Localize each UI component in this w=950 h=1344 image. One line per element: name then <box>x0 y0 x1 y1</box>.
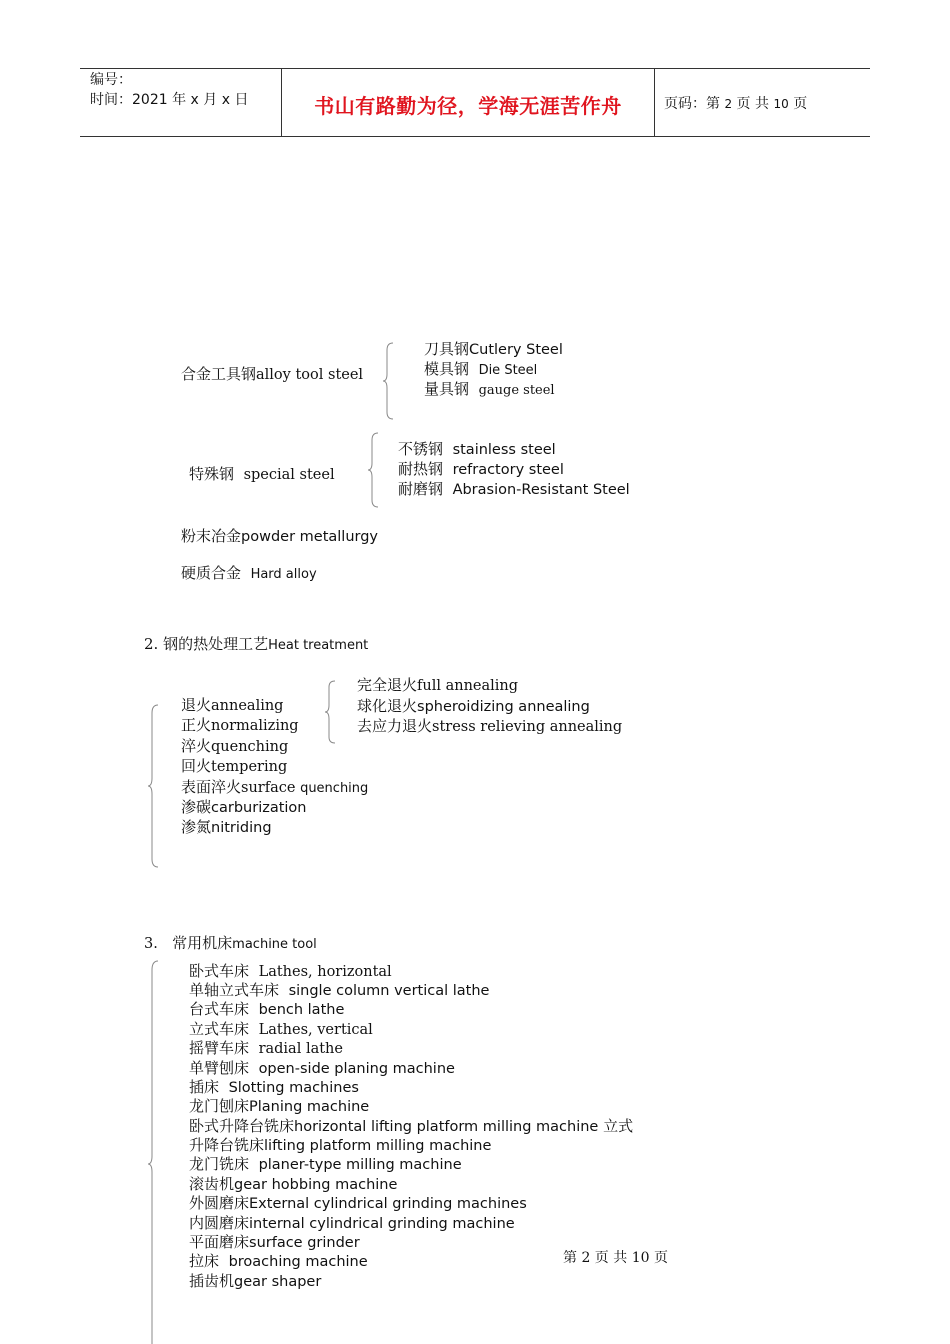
machine-2 <box>189 999 344 1020</box>
alloy-tool-steel-en: alloy tool steel <box>256 367 364 383</box>
machine-0 <box>189 961 392 982</box>
process-0-en: annealing <box>211 698 284 714</box>
special-steel-item-1-cn: 耐热钢 <box>398 460 444 478</box>
annealing-type-2-en: stress relieving annealing <box>432 719 623 735</box>
heat-treatment-brace <box>148 704 162 868</box>
process-2 <box>181 736 288 757</box>
process-4-en-surface: surface <box>241 780 301 796</box>
annealing-type-0-en: full annealing <box>417 678 519 694</box>
machine-3 <box>189 1019 373 1040</box>
hard-alloy <box>181 563 317 585</box>
powder-metallurgy-cn: 粉末冶金 <box>181 527 242 545</box>
special-steel-item-0 <box>398 439 556 460</box>
special-steel-cn: 特殊钢 <box>189 465 235 483</box>
annealing-type-0-cn: 完全退火 <box>357 676 418 694</box>
tool-steel-item-0 <box>424 339 563 360</box>
powder-metallurgy-en: powder metallurgy <box>241 529 379 545</box>
process-0-cn: 退火 <box>181 696 212 714</box>
page-code-total: 10 <box>773 97 789 111</box>
machine-15-cn: 拉床 <box>189 1252 220 1270</box>
machine-5-cn: 单臂刨床 <box>189 1059 250 1077</box>
section3-title-cn: 常用机床 <box>172 934 233 952</box>
machine-11-cn: 滚齿机 <box>189 1175 235 1193</box>
special-steel-brace <box>368 432 382 508</box>
hard-alloy-en: Hard alloy <box>250 567 317 582</box>
machine-13 <box>189 1213 515 1234</box>
section2-title <box>144 634 368 656</box>
machine-7-en: Planing machine <box>249 1099 370 1115</box>
machine-8-cn: 卧式升降台铣床 <box>189 1117 295 1135</box>
machine-14-cn: 平面磨床 <box>189 1233 250 1251</box>
machine-10 <box>189 1154 462 1175</box>
machine-13-cn: 内圆磨床 <box>189 1214 250 1232</box>
machine-12-en: External cylindrical grinding machines <box>249 1196 527 1212</box>
machine-5 <box>189 1058 455 1079</box>
machine-1-cn: 单轴立式车床 <box>189 981 280 999</box>
process-6 <box>181 817 272 838</box>
machine-2-en: bench lathe <box>258 1002 345 1018</box>
section3-title-num: 3. <box>144 936 158 952</box>
process-0 <box>181 695 283 716</box>
machine-5-en: open-side planing machine <box>258 1061 455 1077</box>
machine-3-en: Lathes, vertical <box>258 1022 373 1038</box>
section3-title <box>144 933 317 955</box>
tool-steel-item-2-en: gauge steel <box>478 383 555 398</box>
special-steel-item-0-cn: 不锈钢 <box>398 440 444 458</box>
machine-7-cn: 龙门刨床 <box>189 1097 250 1115</box>
process-4-cn: 表面淬火 <box>181 778 242 796</box>
process-4 <box>181 777 368 799</box>
alloy-tool-steel-brace <box>383 342 397 420</box>
tool-steel-item-2 <box>424 379 555 401</box>
page-code-suffix: 页 <box>793 96 808 112</box>
process-6-en: nitriding <box>211 820 272 836</box>
machine-11-en: gear hobbing machine <box>234 1177 398 1193</box>
machine-6 <box>189 1077 359 1098</box>
machine-4-en: radial lathe <box>258 1041 343 1057</box>
machine-1 <box>189 980 489 1001</box>
header-motto: 书山有路勤为径，学海无涯苦作舟 <box>314 94 622 118</box>
process-2-cn: 淬火 <box>181 737 212 755</box>
machine-10-en: planer-type milling machine <box>258 1157 462 1173</box>
annealing-type-0 <box>357 675 518 696</box>
machine-3-cn: 立式车床 <box>189 1020 250 1038</box>
machine-4-cn: 摇臂车床 <box>189 1039 250 1057</box>
machine-13-en: internal cylindrical grinding machine <box>249 1216 515 1232</box>
machine-12 <box>189 1193 527 1214</box>
special-steel-label <box>189 464 335 485</box>
special-steel-item-1 <box>398 459 564 480</box>
process-1-en: normalizing <box>211 718 299 734</box>
annealing-type-2 <box>357 716 622 737</box>
process-5-cn: 渗碳 <box>181 798 212 816</box>
special-steel-item-1-en: refractory steel <box>452 462 564 478</box>
header-top-rule <box>80 68 870 69</box>
annealing-type-2-cn: 去应力退火 <box>357 717 433 735</box>
page-footer: 第 2 页 共 10 页 <box>563 1250 668 1266</box>
machine-8 <box>189 1116 633 1137</box>
machine-7 <box>189 1096 369 1117</box>
process-2-en: quenching <box>211 739 289 755</box>
machine-8-suffix: 立式 <box>603 1117 634 1135</box>
special-steel-item-2-en: Abrasion-Resistant Steel <box>452 482 630 498</box>
machine-9-en: lifting platform milling machine <box>264 1138 492 1154</box>
section2-title-en: Heat treatment <box>268 638 369 653</box>
machine-9 <box>189 1135 491 1156</box>
document-date: 时间：2021 年 x 月 x 日 <box>90 92 249 108</box>
machine-15-en: broaching machine <box>228 1254 368 1270</box>
alloy-tool-steel-cn: 合金工具钢 <box>181 365 257 383</box>
machine-15 <box>189 1251 368 1272</box>
machine-tool-brace <box>148 960 162 1344</box>
header-bottom-rule <box>80 136 870 137</box>
header-page-code <box>664 93 807 113</box>
tool-steel-item-0-cn: 刀具钢 <box>424 340 470 358</box>
machine-11 <box>189 1174 397 1195</box>
powder-metallurgy <box>181 526 378 547</box>
document-number-label: 编号： <box>90 72 132 88</box>
machine-6-cn: 插床 <box>189 1078 220 1096</box>
tool-steel-item-1 <box>424 359 537 381</box>
machine-2-cn: 台式车床 <box>189 1000 250 1018</box>
special-steel-en: special steel <box>243 467 335 483</box>
annealing-type-1 <box>357 696 590 717</box>
tool-steel-item-2-cn: 量具钢 <box>424 380 470 398</box>
process-4-en-quenching: quenching <box>300 781 369 796</box>
annealing-type-1-en: spheroidizing annealing <box>417 699 590 715</box>
hard-alloy-cn: 硬质合金 <box>181 564 242 582</box>
machine-8-en: horizontal lifting platform milling machine <box>294 1119 599 1135</box>
machine-14-en: surface grinder <box>249 1235 360 1251</box>
process-1-cn: 正火 <box>181 716 212 734</box>
machine-4 <box>189 1038 343 1059</box>
special-steel-item-2 <box>398 479 630 500</box>
machine-14 <box>189 1232 360 1253</box>
page-code-mid: 页 共 <box>736 96 769 112</box>
machine-0-en: Lathes, horizontal <box>258 964 392 980</box>
machine-6-en: Slotting machines <box>228 1080 359 1096</box>
section3-title-en: machine tool <box>232 937 317 952</box>
machine-0-cn: 卧式车床 <box>189 962 250 980</box>
annealing-type-1-cn: 球化退火 <box>357 697 418 715</box>
alloy-tool-steel-label <box>181 364 363 385</box>
machine-16-cn: 插齿机 <box>189 1272 235 1290</box>
process-1 <box>181 715 299 736</box>
section2-title-cn: 2. 钢的热处理工艺 <box>144 635 269 653</box>
header-meta <box>90 70 248 110</box>
tool-steel-item-0-en: Cutlery Steel <box>469 342 563 358</box>
process-3 <box>181 756 287 777</box>
process-3-en: tempering <box>211 759 288 775</box>
process-5-en: carburization <box>211 800 307 816</box>
page-code-current: 2 <box>724 97 733 111</box>
page-code-prefix: 页码：第 <box>664 96 720 112</box>
machine-1-en: single column vertical lathe <box>288 983 490 999</box>
tool-steel-item-1-cn: 模具钢 <box>424 360 470 378</box>
process-5 <box>181 797 307 818</box>
process-6-cn: 渗氮 <box>181 818 212 836</box>
machine-16-en: gear shaper <box>234 1274 322 1290</box>
process-3-cn: 回火 <box>181 757 212 775</box>
machine-9-cn: 升降台铣床 <box>189 1136 265 1154</box>
special-steel-item-2-cn: 耐磨钢 <box>398 480 444 498</box>
special-steel-item-0-en: stainless steel <box>452 442 556 458</box>
header-divider-2 <box>654 68 655 136</box>
annealing-brace <box>325 680 339 744</box>
machine-16 <box>189 1271 321 1292</box>
machine-10-cn: 龙门铣床 <box>189 1155 250 1173</box>
machine-12-cn: 外圆磨床 <box>189 1194 250 1212</box>
tool-steel-item-1-en: Die Steel <box>478 363 538 378</box>
